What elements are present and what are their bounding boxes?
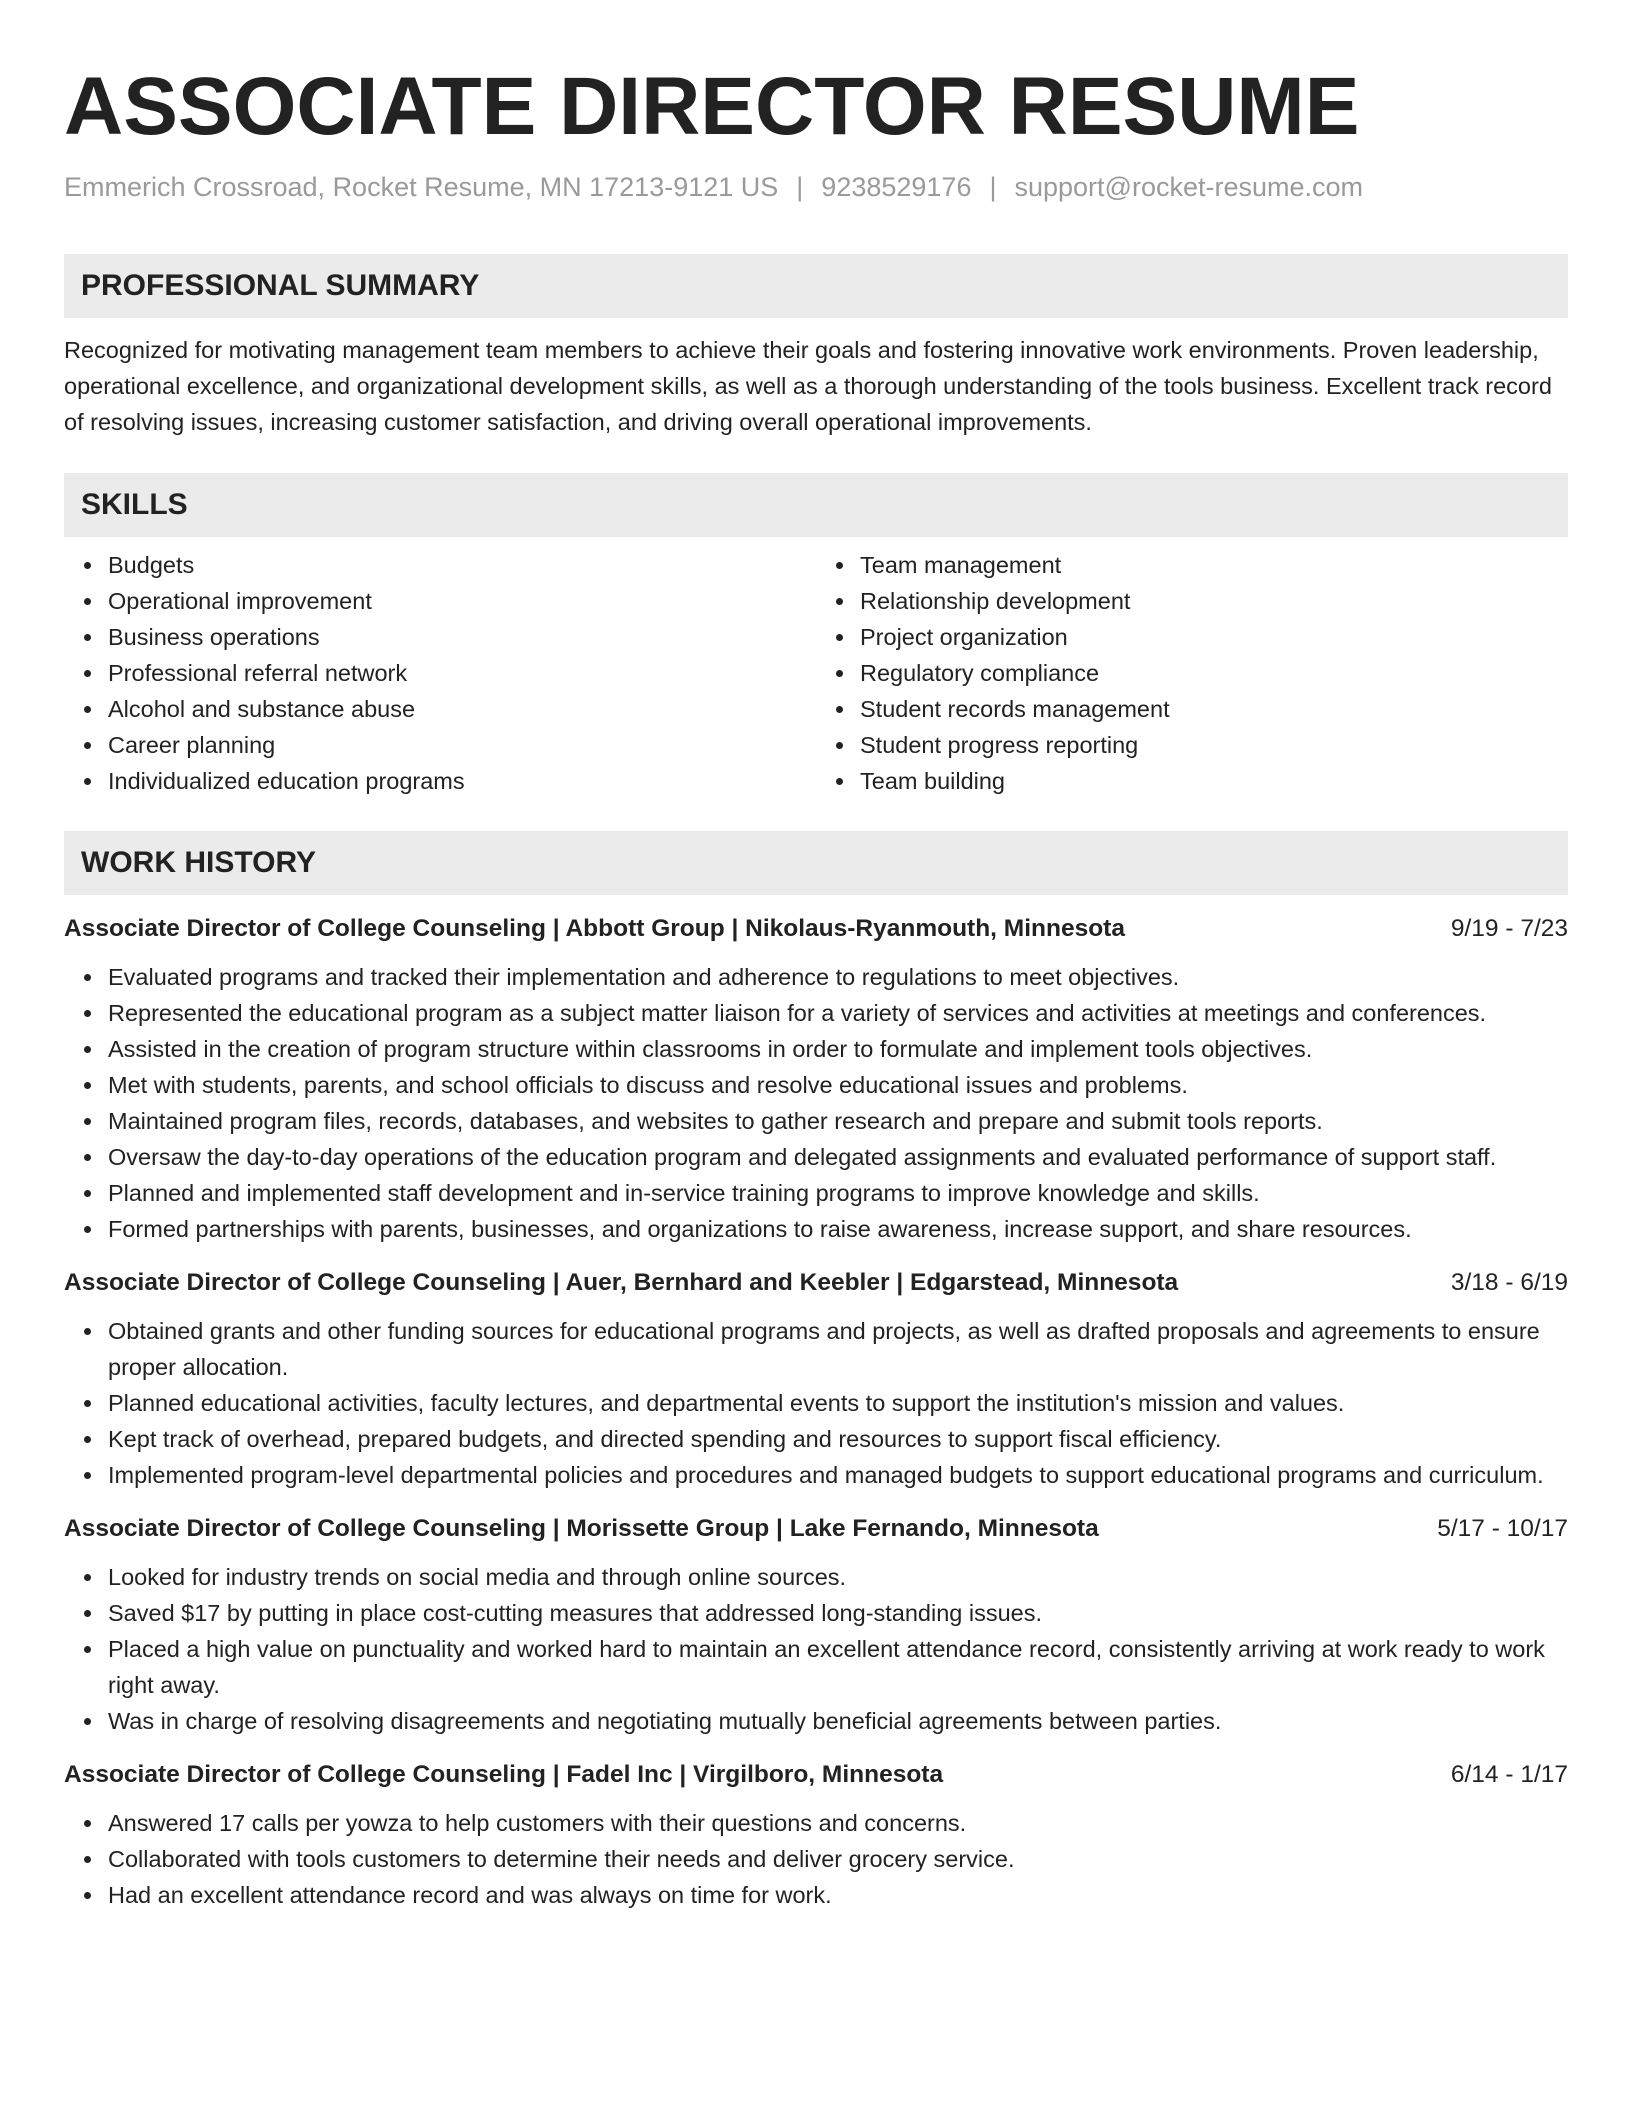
job-title: Associate Director of College Counseling | Abbott Group | Nikolaus-Ryanmouth, Minnesota (64, 915, 1125, 942)
job-header (64, 915, 1568, 943)
job-title: Associate Director of College Counseling | Fadel Inc | Virgilboro, Minnesota (64, 1761, 944, 1788)
job-bullets (64, 959, 1568, 1247)
job-bullet: Was in charge of resolving disagreements and negotiating mutually beneficial agreements between parties. (108, 1703, 1568, 1739)
section-heading-skills: SKILLS (64, 473, 1568, 537)
job-bullet: Met with students, parents, and school officials to discuss and resolve educational issues and problems. (108, 1067, 1568, 1103)
job-bullet: Kept track of overhead, prepared budgets, and directed spending and resources to support fiscal efficiency. (108, 1421, 1568, 1457)
job-bullet: Evaluated programs and tracked their implementation and adherence to regulations to meet objectives. (108, 959, 1568, 995)
skill-item: Relationship development (860, 583, 1568, 619)
skill-item: Business operations (108, 619, 816, 655)
contact-phone: 9238529176 (821, 172, 972, 202)
resume-title: ASSOCIATE DIRECTOR RESUME (64, 61, 1360, 152)
job-dates: 3/18 - 6/19 (1450, 1269, 1568, 1296)
contact-separator: | (796, 172, 804, 202)
job-bullet: Collaborated with tools customers to determine their needs and deliver grocery service. (108, 1841, 1568, 1877)
job-bullet: Saved $17 by putting in place cost-cutting measures that addressed long-standing issues. (108, 1595, 1568, 1631)
job-dates: 9/19 - 7/23 (1450, 915, 1568, 942)
skill-item: Professional referral network (108, 655, 816, 691)
skill-item: Budgets (108, 547, 816, 583)
skill-item: Student records management (860, 691, 1568, 727)
job-bullet: Formed partnerships with parents, businesses, and organizations to raise awareness, increase support, and share resources. (108, 1211, 1568, 1247)
work-history-list (64, 915, 1568, 1913)
skills-column-left (64, 547, 816, 799)
job-header (64, 1515, 1568, 1543)
section-heading-work-history: WORK HISTORY (64, 831, 1568, 895)
job-bullets (64, 1559, 1568, 1739)
job-title: Associate Director of College Counseling | Auer, Bernhard and Keebler | Edgarstead, Minnesota (64, 1269, 1179, 1296)
skill-item: Career planning (108, 727, 816, 763)
job-bullet: Maintained program files, records, databases, and websites to gather research and prepare and submit tools reports. (108, 1103, 1568, 1139)
skill-item: Operational improvement (108, 583, 816, 619)
skill-item: Alcohol and substance abuse (108, 691, 816, 727)
skills-column-right (816, 547, 1568, 799)
job-bullet: Planned and implemented staff development and in-service training programs to improve knowledge and skills. (108, 1175, 1568, 1211)
job-bullets (64, 1805, 1568, 1913)
contact-line (64, 172, 1568, 203)
job-entry (64, 1515, 1568, 1739)
job-bullet: Obtained grants and other funding sources for educational programs and projects, as well as drafted proposals and agreements to ensure proper allocation. (108, 1313, 1568, 1385)
job-dates: 6/14 - 1/17 (1450, 1761, 1568, 1788)
job-bullet: Answered 17 calls per yowza to help customers with their questions and concerns. (108, 1805, 1568, 1841)
job-bullet: Placed a high value on punctuality and worked hard to maintain an excellent attendance record, consistently arriving at work ready to work right away. (108, 1631, 1568, 1703)
job-bullet: Assisted in the creation of program structure within classrooms in order to formulate and implement tools objectives. (108, 1031, 1568, 1067)
summary-text: Recognized for motivating management team members to achieve their goals and fostering innovative work environments. Proven leadership, operational excellence, and organizational development skills, as well as a thorough understanding of the tools business. Excellent track record of resolving issues, increasing customer satisfaction, and driving overall operational improvements. (64, 337, 1552, 435)
job-bullets (64, 1313, 1568, 1493)
job-dates: 5/17 - 10/17 (1437, 1515, 1568, 1542)
job-title: Associate Director of College Counseling | Morissette Group | Lake Fernando, Minnesota (64, 1515, 1099, 1542)
job-header (64, 1761, 1568, 1789)
skill-item: Student progress reporting (860, 727, 1568, 763)
job-bullet: Oversaw the day-to-day operations of the education program and delegated assignments and evaluated performance of support staff. (108, 1139, 1568, 1175)
skill-item: Regulatory compliance (860, 655, 1568, 691)
skill-item: Team management (860, 547, 1568, 583)
job-entry (64, 1761, 1568, 1913)
contact-email: support@rocket-resume.com (1014, 172, 1364, 202)
skill-item: Individualized education programs (108, 763, 816, 799)
job-entry (64, 1269, 1568, 1493)
job-bullet: Planned educational activities, faculty lectures, and departmental events to support the institution's mission and values. (108, 1385, 1568, 1421)
section-heading-summary: PROFESSIONAL SUMMARY (64, 254, 1568, 318)
skill-item: Team building (860, 763, 1568, 799)
job-bullet: Implemented program-level departmental policies and procedures and managed budgets to support educational programs and curriculum. (108, 1457, 1568, 1493)
job-bullet: Represented the educational program as a subject matter liaison for a variety of services and activities at meetings and conferences. (108, 995, 1568, 1031)
skills-list (64, 547, 1568, 799)
job-bullet: Looked for industry trends on social media and through online sources. (108, 1559, 1568, 1595)
contact-address: Emmerich Crossroad, Rocket Resume, MN 17213-9121 US (64, 172, 779, 202)
job-header (64, 1269, 1568, 1297)
job-entry (64, 915, 1568, 1247)
contact-separator: | (989, 172, 997, 202)
skill-item: Project organization (860, 619, 1568, 655)
job-bullet: Had an excellent attendance record and was always on time for work. (108, 1877, 1568, 1913)
